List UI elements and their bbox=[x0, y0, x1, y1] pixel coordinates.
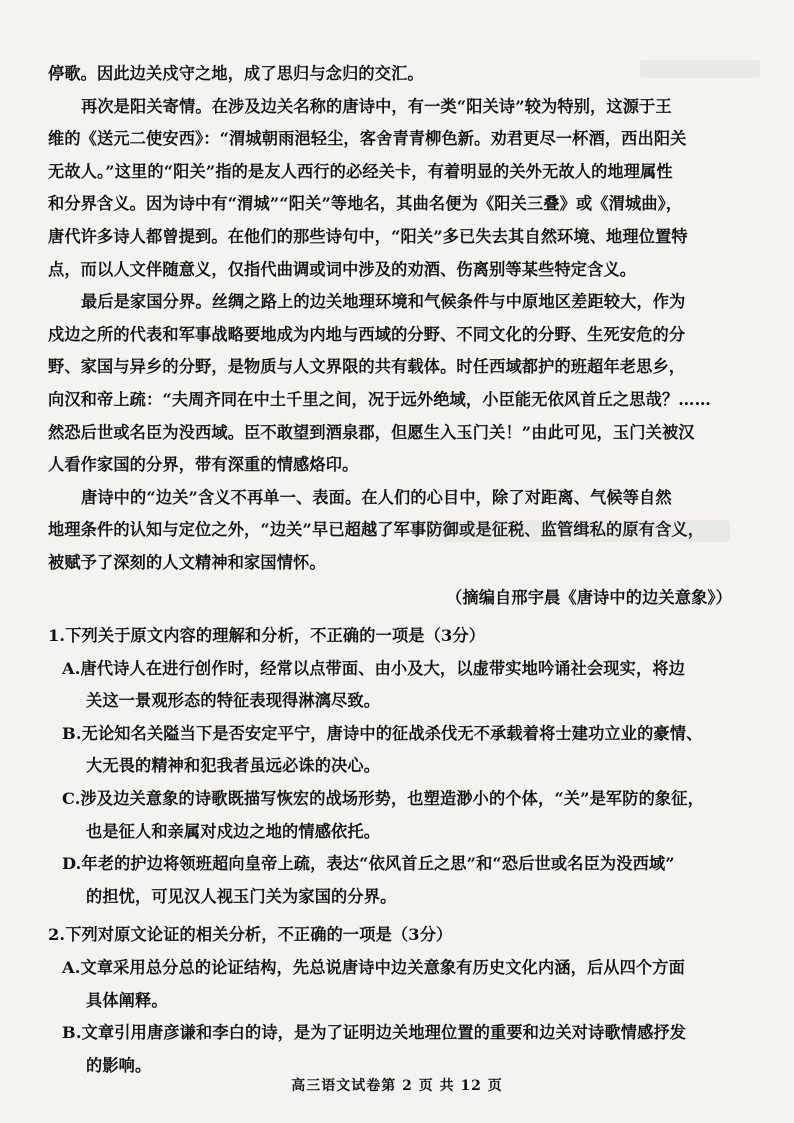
passage-line: 唐诗中的“边关”含义不再单一、表面。在人们的心目中，除了对距离、气候等自然 bbox=[81, 487, 672, 507]
passage-line: 戍边之所的代表和军事战略要地成为内地与西域的分野、不同文化的分野、生死安危的分 bbox=[48, 324, 686, 344]
option-line: B.无论知名关隘当下是否安定平宁，唐诗中的征战杀伐无不承载着将士建功立业的豪情、 bbox=[62, 723, 703, 743]
option-line-continued: 具体阐释。 bbox=[86, 990, 168, 1010]
option-line: A.唐代诗人在进行创作时，经常以点带面、由小及大，以虚带实地吟诵社会现实，将边 bbox=[62, 658, 685, 678]
passage-line: 维的《送元二使安西》：“渭城朝雨浥轻尘，客舍青青柳色新。劝君更尽一杯酒，西出阳关 bbox=[48, 129, 687, 149]
passage-line: 最后是家国分界。丝绸之路上的边关地理环境和气候条件与中原地区差距较大，作为 bbox=[81, 292, 686, 312]
passage-line: 唐代许多诗人都曾提到。在他们的那些诗句中，“阳关”多已失去其自然环境、地理位置特 bbox=[48, 226, 688, 246]
option-line: B.文章引用唐彦谦和李白的诗，是为了证明边关地理位置的重要和边关对诗歌情感抒发 bbox=[62, 1023, 687, 1043]
passage-line: 然恐后世或名臣为没西域。臣不敢望到酒泉郡，但愿生入玉门关！”由此可见，玉门关被汉 bbox=[48, 422, 695, 442]
passage-line: 野、家国与异乡的分野，是物质与人文界限的共有载体。时任西域都护的班超年老思乡， bbox=[48, 357, 686, 377]
option-line-continued: 的影响。 bbox=[86, 1055, 152, 1075]
option-line: D.年老的护边将领班超向皇帝上疏，表达“依风首丘之思”和“恐后世或名臣为没西域” bbox=[62, 854, 675, 874]
option-line: C.涉及边关意象的诗歌既描写恢宏的战场形势，也塑造渺小的个体，“关”是军防的象征， bbox=[62, 789, 704, 809]
question-stem: 2.下列对原文论证的相关分析，不正确的一项是（3分） bbox=[48, 925, 453, 945]
option-line-continued: 也是征人和亲属对戍边之地的情感依托。 bbox=[86, 821, 381, 841]
passage-line: 地理条件的认知与定位之外，“边关”早已超越了军事防御或是征税、监管缉私的原有含义， bbox=[48, 520, 705, 540]
passage-text bbox=[48, 58, 734, 580]
passage-line: 和分界含义。因为诗中有“渭城”“阳关”等地名，其曲名便为《阳关三叠》或《渭城曲》， bbox=[48, 194, 683, 214]
question-stem: 1.下列关于原文内容的理解和分析，不正确的一项是（3分） bbox=[48, 626, 486, 646]
passage-line: 停歌。因此边关戍守之地，成了思归与念归的交汇。 bbox=[48, 64, 424, 83]
option-line-continued: 关这一景观形态的特征表现得淋漓尽致。 bbox=[86, 691, 381, 711]
questions-section bbox=[48, 620, 734, 1082]
passage-line: 无故人。”这里的“阳关”指的是友人西行的必经关卡，有着明显的关外无故人的地理属性 bbox=[48, 161, 673, 181]
option-line-continued: 大无畏的精神和犯我者虽远必诛的决心。 bbox=[86, 756, 381, 776]
passage-source: （摘编自邢宇晨《唐诗中的边关意象》） bbox=[446, 587, 732, 607]
passage-line: 点，而以人文伴随意义，仅指代曲调或词中涉及的劝酒、伤离别等某些特定含义。 bbox=[48, 259, 637, 279]
passage-line: 再次是阳关寄情。在涉及边关名称的唐诗中，有一类“阳关诗”较为特别，这源于王 bbox=[81, 96, 672, 116]
passage-line: 被赋予了深刻的人文精神和家国情怀。 bbox=[48, 552, 326, 572]
page-footer: 高三语文试卷第 2 页 共 12 页 bbox=[291, 1078, 503, 1094]
passage-line: 人看作家国的分界，带有深重的情感烙印。 bbox=[48, 455, 359, 475]
passage-line: 向汉和帝上疏：“夫周齐同在中土千里之间，况于远外绝域，小臣能无依风首丘之思哉？…… bbox=[48, 389, 711, 409]
option-line-continued: 的担忧，可见汉人视玉门关为家国的分界。 bbox=[86, 886, 397, 906]
option-line: A.文章采用总分总的论证结构，先总说唐诗中边关意象有历史文化内涵，后从四个方面 bbox=[62, 958, 685, 978]
